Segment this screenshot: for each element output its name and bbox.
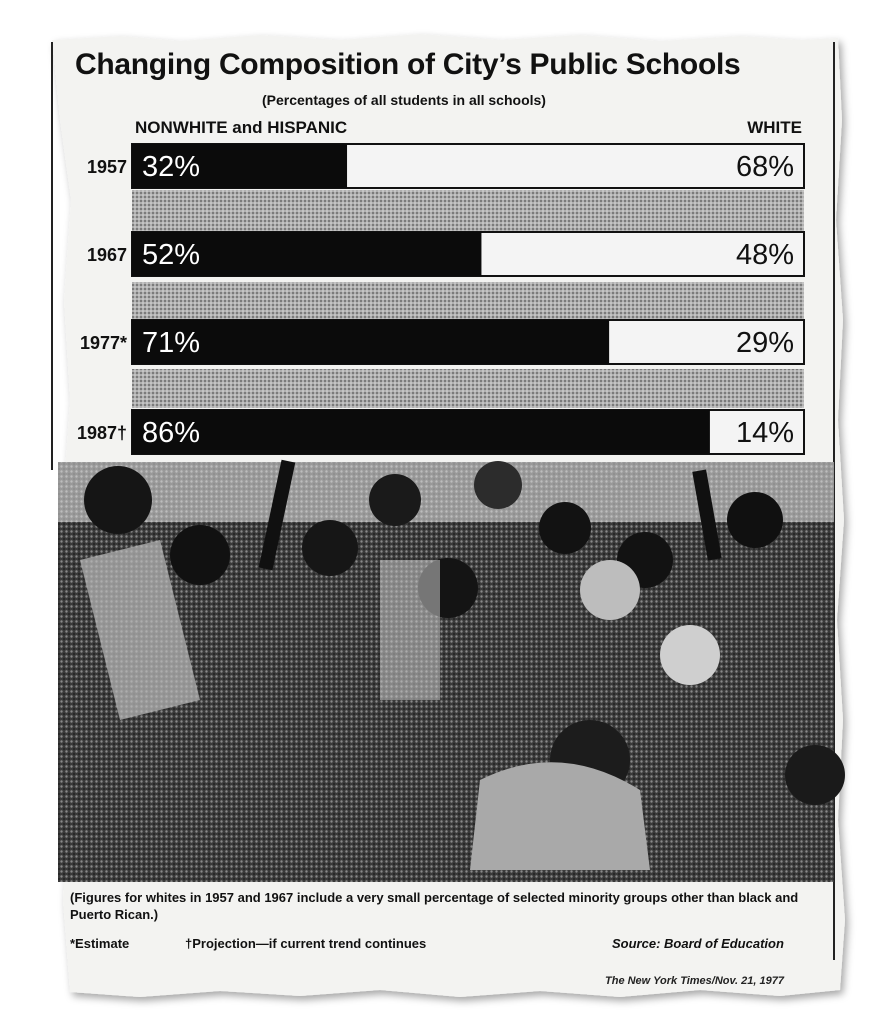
source-note: Source: Board of Education (612, 936, 784, 951)
year-label-2: 1977* (79, 333, 127, 353)
value-label-nonwhite-3: 86% (142, 417, 201, 449)
value-label-nonwhite-1: 52% (142, 239, 201, 271)
newspaper-credit: The New York Times/Nov. 21, 1977 (605, 975, 784, 987)
value-label-nonwhite-0: 32% (142, 151, 201, 183)
estimate-note: *Estimate (70, 936, 130, 951)
value-label-nonwhite-2: 71% (142, 327, 201, 359)
connector-1977-1987 (132, 369, 804, 408)
value-label-white-1: 48% (735, 239, 794, 271)
year-label-0: 1957 (86, 157, 127, 177)
value-label-white-2: 29% (735, 327, 794, 359)
value-label-white-3: 14% (735, 417, 794, 449)
connector-1967-1977 (132, 282, 804, 320)
legend-nonwhite-hispanic: NONWHITE and HISPANIC (135, 118, 348, 137)
connector-1957-1967 (132, 190, 804, 232)
projection-note: †Projection—if current trend continues (185, 936, 427, 951)
bar-nonwhite-2 (132, 320, 609, 364)
year-label-1: 1967 (86, 245, 127, 265)
classroom-photo (58, 460, 845, 882)
value-label-white-0: 68% (735, 151, 794, 183)
chart-title: Changing Composition of City’s Public Schools (75, 48, 741, 81)
footnote: (Figures for whites in 1957 and 1967 include a very small percentage of selected minority groups other than black and Puerto Rican.) (70, 890, 799, 922)
year-label-3: 1987† (76, 423, 127, 443)
legend-white: WHITE (747, 118, 802, 137)
chart-subtitle: (Percentages of all students in all schools) (262, 92, 546, 108)
bar-nonwhite-3 (132, 410, 710, 454)
